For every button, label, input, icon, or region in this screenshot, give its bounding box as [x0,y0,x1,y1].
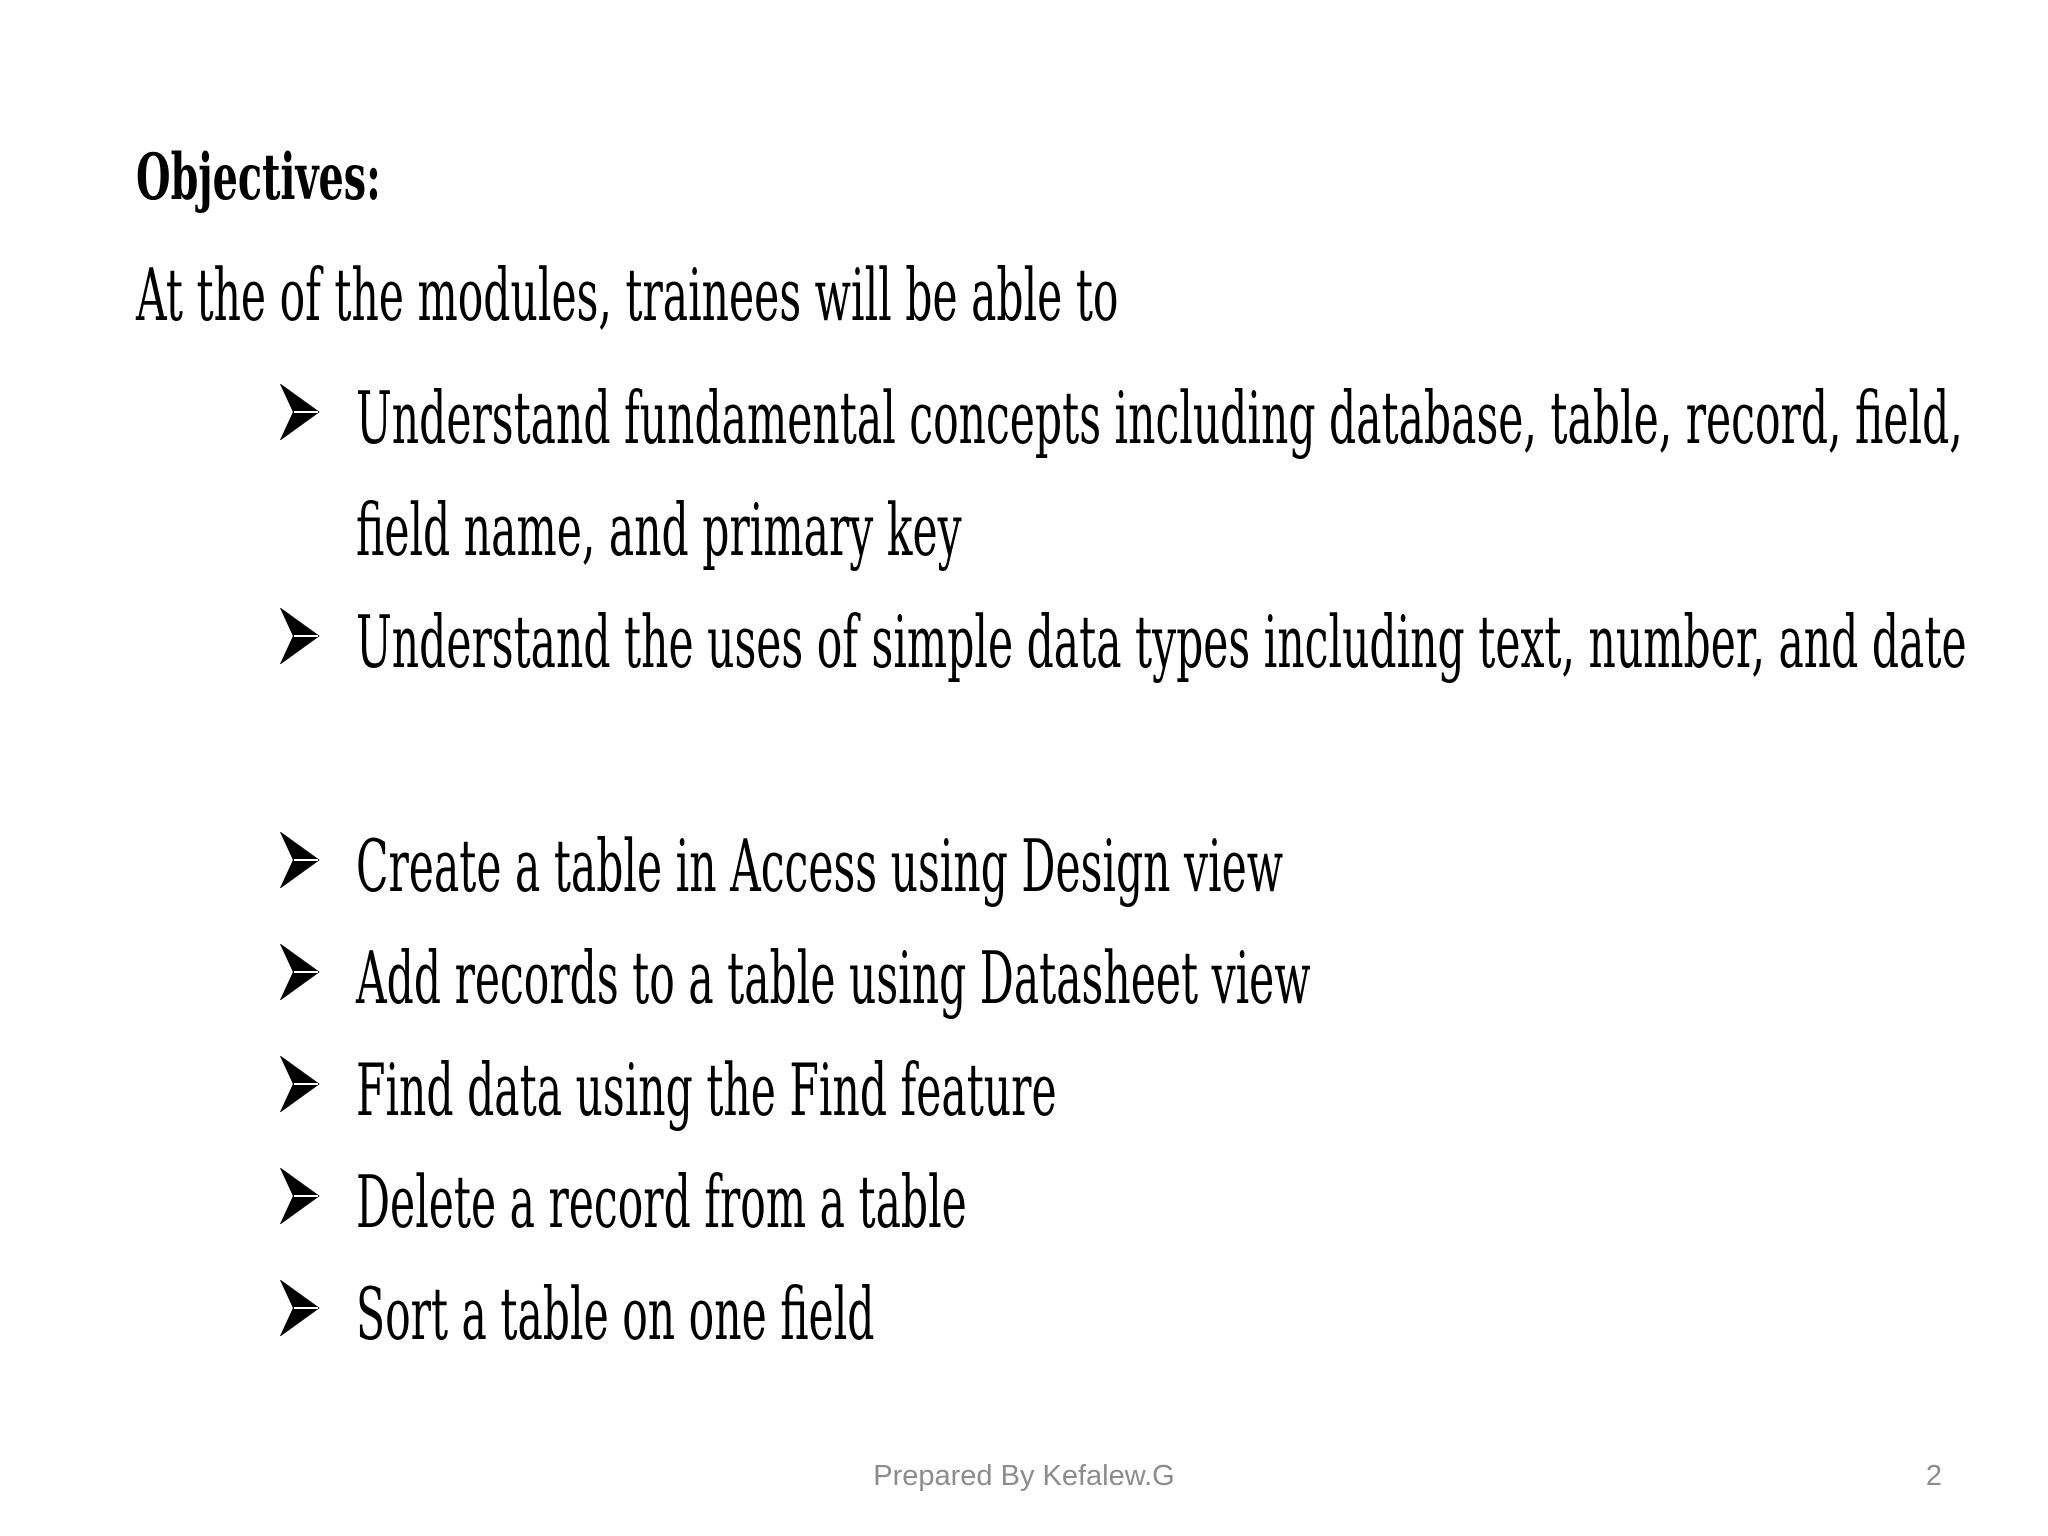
objective-text: Find data using the Find feature [356,1048,1057,1132]
page-number: 2 [1925,1460,1942,1492]
arrowhead-bullet-icon [280,1280,320,1336]
objective-text: Understand the uses of simple data types including text, number, and date [356,600,1967,684]
objective-text: Delete a record from a table [356,1160,967,1244]
footer-credit: Prepared By Kefalew.G [873,1460,1175,1492]
arrowhead-bullet-icon [280,832,320,888]
slide-intro: At the of the modules, trainees will be able to [136,253,1119,337]
objective-text: Understand fundamental concepts including database, table, record, field, field name, and primary key [356,376,1963,572]
arrowhead-bullet-icon [280,1056,320,1112]
objective-text: Add records to a table using Datasheet view [356,936,1311,1020]
arrowhead-bullet-icon [280,384,320,440]
arrowhead-bullet-icon [280,1168,320,1224]
objective-text: Create a table in Access using Design view [356,824,1284,908]
arrowhead-bullet-icon [280,608,320,664]
objective-text: Sort a table on one field [356,1272,875,1356]
slide-heading: Objectives: [136,140,381,215]
arrowhead-bullet-icon [280,944,320,1000]
